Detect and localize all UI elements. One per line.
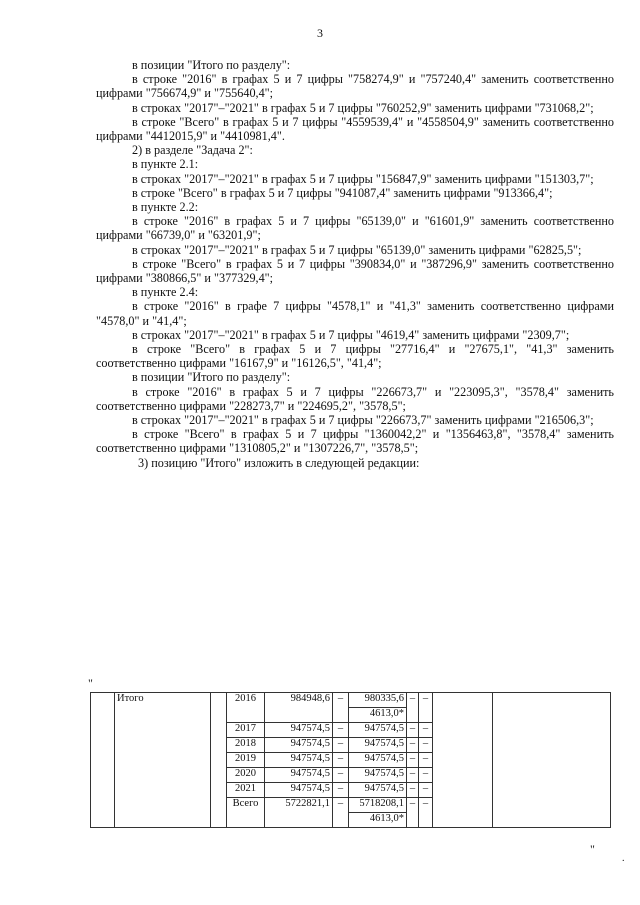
- table-cell: 980335,6: [349, 693, 407, 708]
- table-cell: –: [333, 738, 349, 753]
- table-cell: –: [419, 693, 433, 723]
- paragraph: в строках "2017"–"2021" в графах 5 и 7 цифры "65139,0" заменить цифрами "62825,5";: [132, 242, 582, 257]
- year-cell: 2017: [227, 723, 265, 738]
- paragraph: в позиции "Итого по разделу":: [132, 58, 291, 72]
- paragraph: в строке "Всего" в графах 5 и 7 цифры "1360042,2" и "1356463,8", "3578,4" заменить соответственно цифрами "1310805,2" и "1307226,7", "3578,5";: [96, 427, 614, 456]
- row-label: Итого: [115, 693, 211, 828]
- table-cell: 947574,5: [265, 738, 333, 753]
- table-cell: –: [333, 723, 349, 738]
- paragraph: в строке "Всего" в графах 5 и 7 цифры "27716,4" и "27675,1", "41,3" заменить соответственно цифрами "16167,9" и "16126,5", "41,4";: [96, 342, 614, 371]
- table-cell: 947574,5: [349, 723, 407, 738]
- table-cell: –: [333, 798, 349, 828]
- table-cell: –: [419, 753, 433, 768]
- table-cell: 947574,5: [349, 783, 407, 798]
- table-cell: –: [419, 738, 433, 753]
- paragraph: в пункте 2.4:: [132, 285, 199, 300]
- table-cell: 4613,0*: [349, 708, 407, 723]
- table-cell: –: [407, 768, 419, 783]
- paragraph: в строке "Всего" в графах 5 и 7 цифры "4559539,4" и "4558504,9" заменить соответственно цифрами "4412015,9" и "4410981,4".: [96, 114, 614, 144]
- table-row: [91, 693, 611, 708]
- paragraph: в строках "2017"–"2021" в графах 5 и 7 цифры "226673,7" заменить цифрами "216506,3";: [132, 413, 594, 428]
- year-cell: 2016: [227, 693, 265, 723]
- paragraph: в позиции "Итого по разделу":: [132, 370, 291, 385]
- itogo-table: [90, 692, 611, 828]
- paragraph: в строке "2016" в графах 5 и 7 цифры "226673,7" и "223095,3", "3578,4" заменить соответственно цифрами "228273,7" и "224695,2", "3578,5";: [96, 384, 614, 413]
- table-cell: –: [419, 783, 433, 798]
- table-cell: –: [407, 738, 419, 753]
- table-cell: 947574,5: [349, 768, 407, 783]
- scan-mark: .: [622, 853, 625, 864]
- table-cell: –: [333, 753, 349, 768]
- table-cell: 947574,5: [265, 753, 333, 768]
- table-cell: 984948,6: [265, 693, 333, 723]
- empty-cell: [211, 693, 227, 828]
- paragraph: в строках "2017"–"2021" в графах 5 и 7 цифры "4619,4" заменить цифрами "2309,7";: [132, 327, 570, 342]
- paragraph: в строках "2017"–"2021" в графах 5 и 7 цифры "760252,9" заменить цифрами "731068,2";: [132, 100, 594, 115]
- empty-cell: [91, 693, 115, 828]
- table-cell: 947574,5: [349, 753, 407, 768]
- year-cell: 2018: [227, 738, 265, 753]
- paragraph: в строке "2016" в графе 7 цифры "4578,1" и "41,3" заменить соответственно цифрами "4578,0" и "41,4";: [96, 299, 614, 328]
- page-number: 3: [317, 26, 323, 40]
- year-cell: Всего: [227, 798, 265, 828]
- empty-cell: [493, 693, 611, 828]
- paragraph: 2) в разделе "Задача 2":: [132, 143, 253, 158]
- table-cell: –: [407, 783, 419, 798]
- table-cell: 5718208,1: [349, 798, 407, 813]
- table-cell: –: [407, 798, 419, 828]
- opening-quote: ": [88, 676, 93, 690]
- paragraph: в пункте 2.2:: [132, 200, 199, 215]
- year-cell: 2021: [227, 783, 265, 798]
- table-cell: 947574,5: [349, 738, 407, 753]
- table-cell: –: [333, 783, 349, 798]
- paragraph: 3) позицию "Итого" изложить в следующей редакции:: [138, 455, 420, 470]
- table-cell: –: [419, 723, 433, 738]
- year-cell: 2020: [227, 768, 265, 783]
- paragraph: в строке "Всего" в графах 5 и 7 цифры "390834,0" и "387296,9" заменить соответственно цифрами "380866,5" и "377329,4";: [96, 256, 614, 286]
- empty-cell: [433, 693, 493, 828]
- table-cell: 947574,5: [265, 768, 333, 783]
- table-cell: –: [419, 798, 433, 828]
- paragraph: в строках "2017"–"2021" в графах 5 и 7 цифры "156847,9" заменить цифрами "151303,7";: [132, 171, 594, 186]
- paragraph: в строке "2016" в графах 5 и 7 цифры "65139,0" и "61601,9" заменить соответственно цифрами "66739,0" и "63201,9";: [96, 214, 614, 243]
- paragraph: в пункте 2.1:: [132, 157, 199, 172]
- table-cell: –: [407, 723, 419, 738]
- year-cell: 2019: [227, 753, 265, 768]
- table-cell: –: [333, 693, 349, 723]
- table-cell: 947574,5: [265, 783, 333, 798]
- table-cell: –: [407, 693, 419, 723]
- table-cell: –: [407, 753, 419, 768]
- closing-quote: ": [590, 842, 595, 856]
- table-cell: –: [333, 768, 349, 783]
- amendment-text: [96, 58, 614, 470]
- table-cell: 5722821,1: [265, 798, 333, 828]
- paragraph: в строке "Всего" в графах 5 и 7 цифры "941087,4" заменить цифрами "913366,4";: [132, 185, 553, 200]
- table-cell: 4613,0*: [349, 813, 407, 828]
- table-cell: 947574,5: [265, 723, 333, 738]
- table-cell: –: [419, 768, 433, 783]
- paragraph: в строке "2016" в графах 5 и 7 цифры "758274,9" и "757240,4" заменить соответственно цифрами "756674,9" и "755640,4";: [96, 72, 614, 101]
